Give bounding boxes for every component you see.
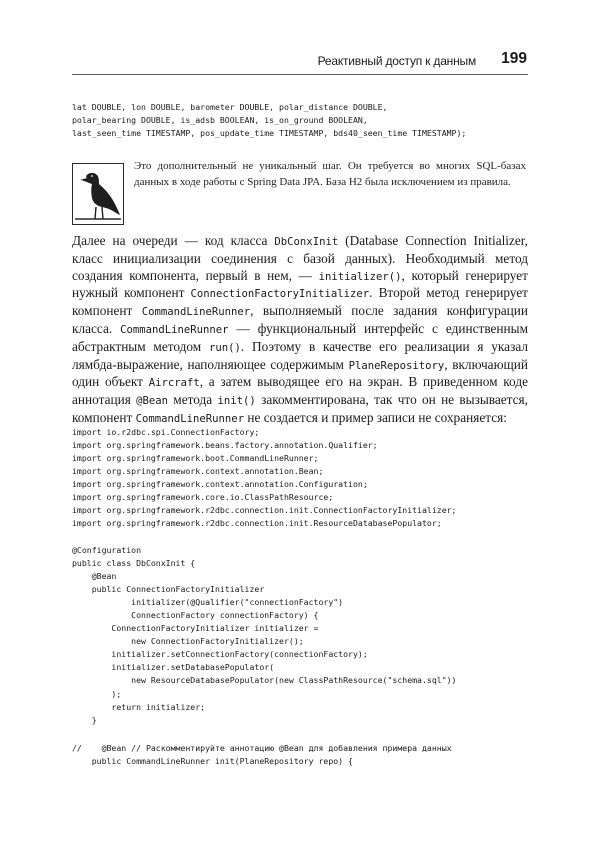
inline-code: CommandLineRunner [141, 306, 251, 319]
inline-code: ConnectionFactoryInitializer [190, 288, 370, 301]
para-text: . Второй метод генерирует компонент [72, 285, 528, 319]
inline-code: CommandLineRunner [135, 412, 245, 425]
running-header [72, 50, 528, 75]
para-text: . Поэтому в качестве его реализации я указал лямбда-выражение, наполняющее содержимым [72, 338, 528, 372]
para-text: — функциональный интерфейс с единственным абстрактным методом [72, 320, 528, 354]
para-text: Далее на очереди — код класса [72, 233, 275, 248]
body-paragraph [72, 233, 528, 428]
page-number: 199 [501, 50, 527, 67]
code-listing-commented-bean: // @Bean // Раскомментируйте аннотацию @Bean для добавления примера данных public CommandLineRunner init(PlaneRepository repo) { [72, 743, 452, 767]
para-text: не создается и пример записи не сохраняется: [244, 409, 507, 425]
inline-code: initializer() [318, 270, 402, 283]
inline-code: PlaneRepository [348, 359, 445, 372]
inline-code: @Bean [136, 395, 169, 408]
para-text: , выполняемый после задания конфигурации класса. [72, 303, 528, 336]
code-listing-dbconxinit: @Configuration public class DbConxInit { @Bean public ConnectionFactoryInitializer initializer(@Qualifier("connectionFactory") ConnectionFactory connectionFactory) { ConnectionFactoryInitializer initializer = new ConnectionFactoryInitializer(); initializer.setConnectionFactory(connectionFactory); initializer.setDatabasePopulator( new ResourceDatabasePopulator(new ClassPathResource("schema.sql")) ); return initializer; } [72, 545, 457, 725]
para-text: , который генерирует нужный компонент [72, 267, 528, 301]
para-text: закомментирована, так что он не вызывается, компонент [72, 392, 528, 425]
note-text: Это дополнительный не уникальный шаг. Он требуется во многих SQL-базах данных в ходе работы с Spring Data JPA. База H2 была исключением из правила. [134, 160, 526, 188]
inline-code: Aircraft [148, 377, 200, 390]
inline-code: run() [209, 341, 241, 354]
inline-code: DbConxInit [274, 236, 339, 248]
para-text: (Database Connection Initializer, класс инициализации соединения с базой данных). Необходимый метод создания компонента, первый в нем, — [72, 233, 529, 283]
para-text: метода [168, 392, 218, 408]
inline-code: init() [217, 395, 256, 408]
raven-icon [72, 163, 124, 225]
code-listing-imports: import io.r2dbc.spi.ConnectionFactory; import org.springframework.beans.factory.annotation.Qualifier; import org.springframework.boot.CommandLineRunner; import org.springframework.context.annotation.Bean; import org.springframework.context.annotation.Configuration; import org.springframework.core.io.ClassPathResource; import org.springframework.r2dbc.connection.init.ConnectionFactoryInitializer; import org.springframework.r2dbc.connection.init.ResourceDatabasePopulator; [72, 427, 457, 529]
inline-code: CommandLineRunner [120, 323, 229, 336]
para-text: , а затем выводящее его на экран. В приведенном коде аннотация [72, 374, 528, 408]
para-text: , включающий один объект [72, 356, 528, 390]
code-listing-sql-columns: lat DOUBLE, lon DOUBLE, barometer DOUBLE, polar_distance DOUBLE, polar_bearing DOUBLE, is_adsb BOOLEAN, is_on_ground BOOLEAN, last_seen_time TIMESTAMP, pos_update_time TIMESTAMP, bds40_seen_time TIMESTAMP); [72, 102, 467, 139]
running-title: Реактивный доступ к данным [317, 54, 476, 68]
